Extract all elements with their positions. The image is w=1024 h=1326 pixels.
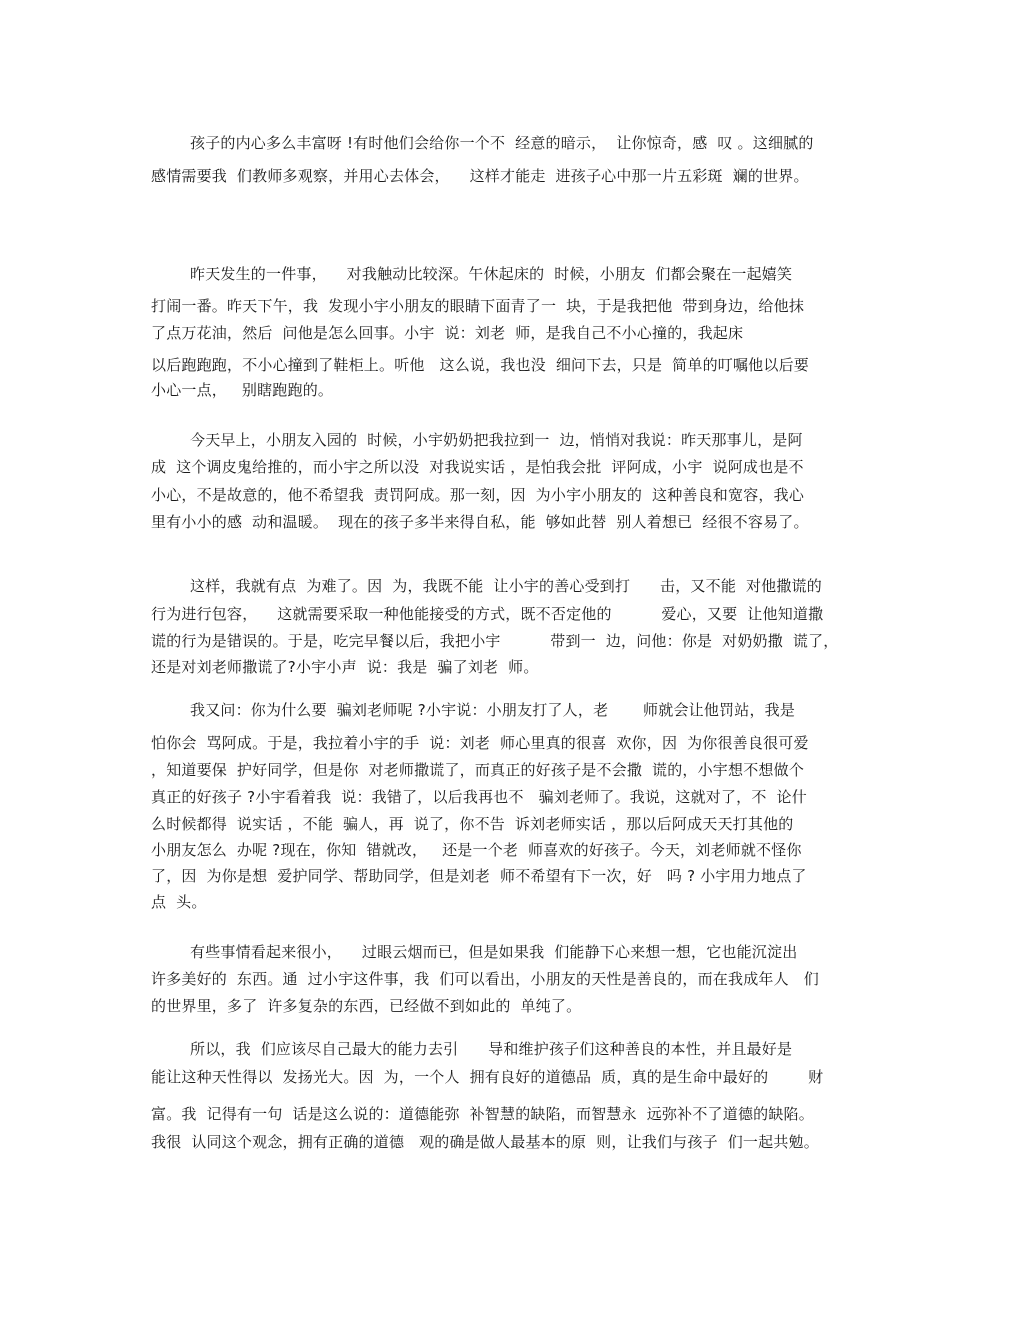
paragraph-5-line-7: 了，因 为你是想 爱护同学、帮助同学，但是刘老 师不希望有下一次，好 吗 ? 小宇用力地点了 [151, 867, 807, 885]
paragraph-7-line-1: 所以，我 们应该尽自己最大的能力去引 导和维护孩子们这种善良的本性，并且最好是 [190, 1040, 793, 1058]
paragraph-7-line-4: 我很 认同这个观念，拥有正确的道德 观的确是做人最基本的原 则，让我们与孩子 们一起共勉。 [151, 1133, 819, 1151]
paragraph-5-line-2: 怕你会 骂阿成。于是，我拉着小宇的手 说：刘老 师心里真的很喜 欢你，因 为你很善良很可爱 [151, 734, 809, 752]
paragraph-4-line-1: 这样，我就有点 为难了。因 为，我既不能 让小宇的善心受到打 击，又不能 对他撒谎的 [190, 577, 822, 595]
paragraph-2-line-2: 打闹一番。昨天下午，我 发现小宇小朋友的眼睛下面青了一 块，于是我把他 带到身边，给他抹 [151, 297, 805, 315]
paragraph-5-line-6: 小朋友怎么 办呢 ?现在，你知 错就改， 还是一个老 师喜欢的好孩子。今天，刘老师就不怪你 [151, 841, 802, 859]
paragraph-4-line-3: 谎的行为是错误的。于是，吃完早餐以后，我把小宇 带到一 边，问他：你是 对奶奶撒 谎了， [151, 632, 839, 650]
paragraph-4-line-2: 行为进行包容， 这就需要采取一种他能接受的方式，既不否定他的 爱心，又要 让他知道撒 [151, 605, 824, 623]
paragraph-4-line-4: 还是对刘老师撒谎了?小宇小声 说：我是 骗了刘老 师。 [151, 658, 539, 676]
paragraph-3-line-1: 今天早上，小朋友入园的 时候，小宇奶奶把我拉到一 边，悄悄对我说：昨天那事儿，是阿 [190, 431, 803, 449]
paragraph-3-line-3: 小心，不是故意的，他不希望我 责罚阿成。那一刻，因 为小宇小朋友的 这种善良和宽容，我心 [151, 486, 805, 504]
paragraph-5-line-3: ，知道要保 护好同学，但是你 对老师撒谎了，而真正的好孩子是不会撒 谎的，小宇想不想做个 [151, 761, 805, 779]
paragraph-3-line-2: 成 这个调皮鬼给推的，而小宇之所以没 对我说实话 ，是怕我会批 评阿成，小宇 说阿成也是不 [151, 458, 804, 476]
paragraph-7-line-3: 富。我 记得有一句 话是这么说的：道德能弥 补智慧的缺陷，而智慧永 远弥补不了道德的缺陷。 [151, 1105, 814, 1123]
paragraph-5-line-4: 真正的好孩子 ?小宇看着我 说：我错了，以后我再也不 骗刘老师了。我说，这就对了，不 论什 [151, 788, 807, 806]
paragraph-1-line-2: 感情需要我 们教师多观察，并用心去体会， 这样才能走 进孩子心中那一片五彩斑 斓的世界。 [151, 167, 809, 185]
paragraph-5-line-8: 点 头。 [151, 893, 207, 911]
paragraph-2-line-4: 以后跑跑跑，不小心撞到了鞋柜上。听他 这么说，我也没 细问下去，只是 简单的叮嘱他以后要 [151, 356, 809, 374]
paragraph-5-line-1: 我又问：你为什么要 骗刘老师呢 ?小宇说：小朋友打了人，老 师就会让他罚站，我是 [190, 701, 796, 719]
paragraph-1-line-1: 孩子的内心多么丰富呀 !有时他们会给你一个不 经意的暗示， 让你惊奇，感 叹 。这细腻的 [190, 134, 814, 152]
paragraph-3-line-4: 里有小小的感 动和温暖。 现在的孩子多半来得自私，能 够如此替 别人着想已 经很不容易了。 [151, 513, 809, 531]
paragraph-6-line-1: 有些事情看起来很小， 过眼云烟而已，但是如果我 们能静下心来想一想，它也能沉淀出 [190, 943, 798, 961]
paragraph-5-line-5: 么时候都得 说实话 ，不能 骗人，再 说了，你不告 诉刘老师实话 ，那以后阿成天天打其他的 [151, 815, 794, 833]
paragraph-6-line-3: 的世界里，多了 许多复杂的东西，已经做不到如此的 单纯了。 [151, 997, 582, 1015]
paragraph-6-line-2: 许多美好的 东西。通 过小宇这件事，我 们可以看出，小朋友的天性是善良的，而在我成年人 们 [151, 970, 819, 988]
paragraph-2-line-3: 了点万花油，然后 问他是怎么回事。小宇 说：刘老 师，是我自己不小心撞的，我起床 [151, 324, 744, 342]
paragraph-2-line-5: 小心一点， 别瞎跑跑的。 [151, 381, 334, 399]
paragraph-2-line-1: 昨天发生的一件事， 对我触动比较深。午休起床的 时候，小朋友 们都会聚在一起嬉笑 [190, 265, 793, 283]
paragraph-7-line-2: 能让这种天性得以 发扬光大。因 为，一个人 拥有良好的道德品 质，真的是生命中最好的 财 [151, 1068, 824, 1086]
